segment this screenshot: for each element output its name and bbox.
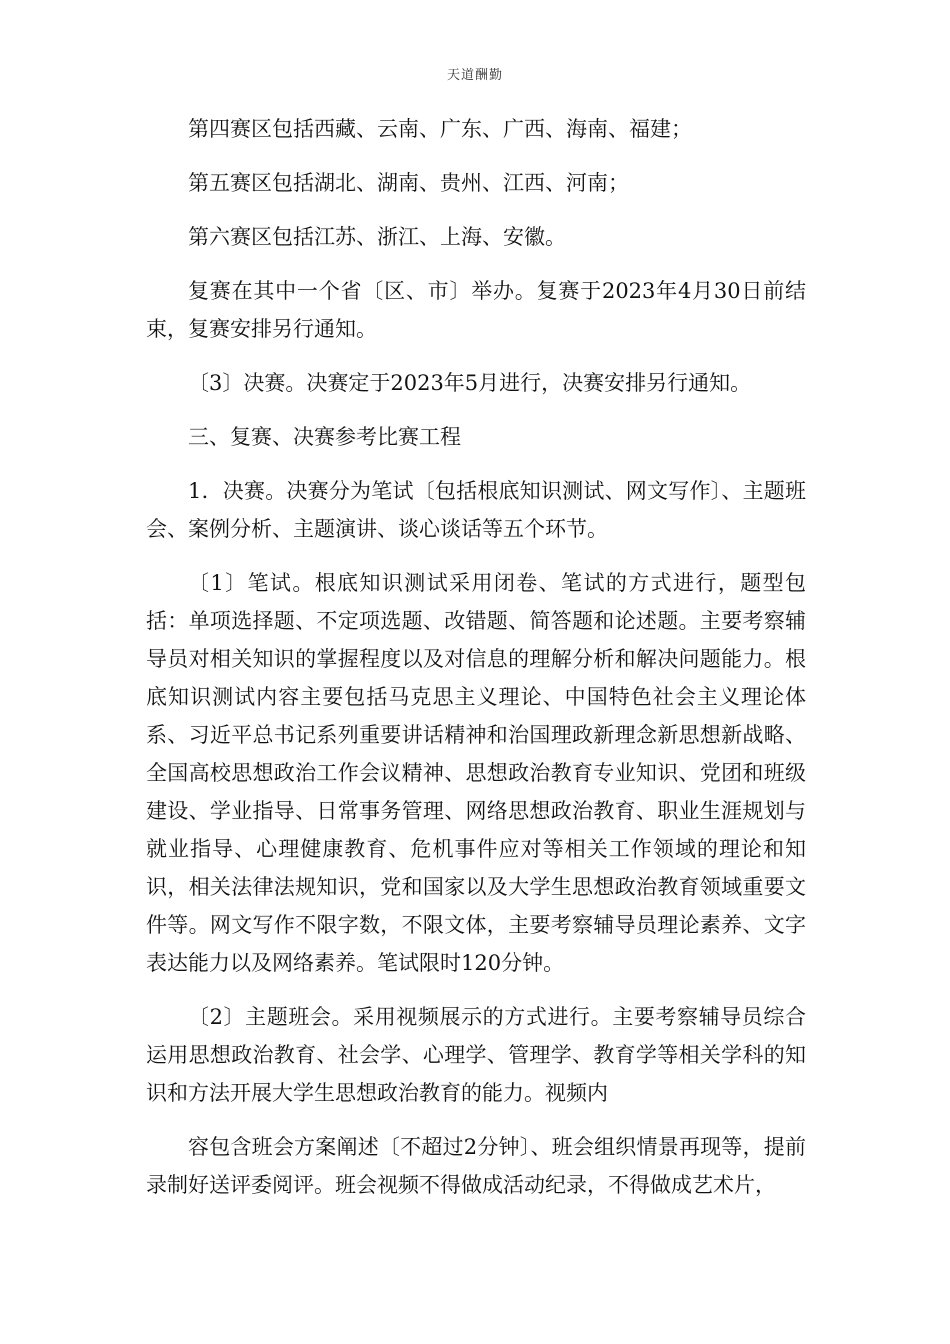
paragraph-final: 〔3〕决赛。决赛定于2023年5月进行，决赛安排另行通知。 (188, 371, 752, 395)
paragraph-theme-class: 〔2〕主题班会。采用视频展示的方式进行。主要考察辅导员综合运用思想政治教育、社会学、心理学、管理学、教育学等相关学科的知识和方法开展大学生思想政治教育的能力。视频内 (146, 1005, 806, 1105)
section-heading: 三、复赛、决赛参考比赛工程 (188, 425, 461, 449)
page-header: 天道酬勤 (446, 68, 503, 83)
paragraph-region-6: 第六赛区包括江苏、浙江、上海、安徽。 (188, 225, 566, 249)
document-body (146, 110, 806, 1220)
paragraph-video-content: 容包含班会方案阐述〔不超过2分钟〕、班会组织情景再现等，提前录制好送评委阅评。班会视频不得做成活动纪录，不得做成艺术片， (146, 1135, 806, 1197)
paragraph-final-overview: 1．决赛。决赛分为笔试〔包括根底知识测试、网文写作〕、主题班会、案例分析、主题演讲、谈心谈话等五个环节。 (146, 479, 806, 541)
paragraph-written-test: 〔1〕笔试。根底知识测试采用闭卷、笔试的方式进行，题型包括：单项选择题、不定项选题、改错题、简答题和论述题。主要考察辅导员对相关知识的掌握程度以及对信息的理解分析和解决问题能力。根底知识测试内容主要包括马克思主义理论、中国特色社会主义理论体系、习近平总书记系列重要讲话精神和治国理政新理念新思想新战略、全国高校思想政治工作会议精神、思想政治教育专业知识、党团和班级建设、学业指导、日常事务管理、网络思想政治教育、职业生涯规划与就业指导、心理健康教育、危机事件应对等相关工作领域的理论和知识，相关法律法规知识，党和国家以及大学生思想政治教育领域重要文件等。网文写作不限字数，不限文体，主要考察辅导员理论素养、文字表达能力以及网络素养。笔试限时120分钟。 (146, 571, 806, 975)
paragraph-region-4: 第四赛区包括西藏、云南、广东、广西、海南、福建； (188, 117, 692, 141)
paragraph-semifinal: 复赛在其中一个省〔区、市〕举办。复赛于2023年4月30日前结束，复赛安排另行通知。 (146, 279, 806, 341)
paragraph-region-5: 第五赛区包括湖北、湖南、贵州、江西、河南； (188, 171, 629, 195)
